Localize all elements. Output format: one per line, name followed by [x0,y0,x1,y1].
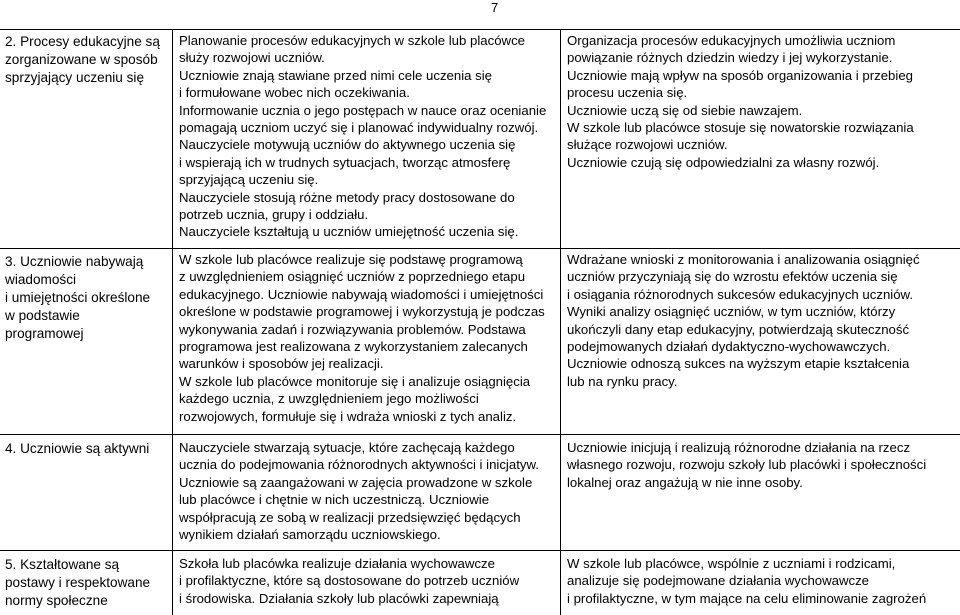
row-4-text-line: lub placówce i chętnie w nich uczestniczą. Uczniowie [179,492,490,508]
table-rule-top [0,29,960,30]
row-5-text-line: Szkoła lub placówka realizuje działania wychowawcze [179,556,495,571]
row-2-text-line: sprzyjającą uczeniu się. [179,172,319,188]
table-rule-col1 [172,29,173,615]
row-3-text-line: W szkole lub placówce monitoruje się i analizuje osiągnięcia [179,373,531,389]
row-2-right-line: Uczniowie mają wpływ na sposób organizowania i przebieg [567,67,913,83]
row-5-characteristics [179,555,519,607]
row-3-text-line: programowa jest realizowana z wykorzystaniem zalecanych [179,339,528,355]
row-3-text-line: edukacyjnego. Uczniowie nabywają wiadomości i umiejętności [179,286,544,302]
row-2-text-line: Nauczyciele motywują uczniów do aktywnego uczenia się [179,137,516,153]
page-number: 7 [491,0,499,15]
row-2-right-line: procesu uczenia się. [567,85,688,101]
row-4-text-line: współpracują ze sobą w realizacji przedsięwzięć będących [179,509,521,525]
row-3-text-line: określone w podstawie programowej i wykorzystują je podczas [179,304,545,320]
row-2-text-line: pomagają uczniom uczyć się i planować indywidualny rozwój. [179,120,539,136]
row-3-right-line: Uczniowie odnoszą sukces na wyższym etapie kształcenia [567,356,910,372]
row-5-heading-line: postawy i respektowane [5,575,151,590]
row-3-text-line: warunków i sposobów jej realizacji. [179,356,384,372]
row-2-text-line: Informowanie ucznia o jego postępach w nauce oraz ocenianie [179,102,547,118]
row-5-heading-line: 5. Kształtowane są [5,557,120,572]
row-2-text-line: Uczniowie znają stawiane przed nimi cele uczenia się [179,67,492,83]
row-3-right-line: Wyniki analizy osiągnięć uczniów, w tym uczniów, którzy [567,304,896,320]
row-3-text-line: W szkole lub placówce realizuje się podstawę programową [179,252,523,267]
row-3-text-line: wykonywania zadań i rozwiązywania problemów. Podstawa [179,321,526,337]
row-2-text-line: potrzeb ucznia, grupy i oddziału. [179,207,369,223]
row-2-text-line: Planowanie procesów edukacyjnych w szkole lub placówce [179,33,525,48]
row-3-right-line: i osiągania różnorodnych sukcesów edukacyjnych uczniów. [567,286,913,302]
row-4-text-line: wynikiem działań samorządu uczniowskiego. [179,527,441,543]
row-3-advanced-requirements [567,251,920,390]
row-4-advanced-requirements [567,439,926,491]
table-rule-row2 [0,248,960,249]
table-rule-row3 [0,434,960,435]
row-4-right-line: własnego rozwoju, rozwoju szkoły lub placówki i społeczności [567,457,927,473]
row-2-advanced-requirements [567,32,914,171]
row-3-heading-line: w podstawie [5,308,80,323]
row-2-right-line: służące rozwojowi uczniów. [567,137,728,153]
row-3-heading-line: 3. Uczniowie nabywają [5,254,144,269]
row-5-advanced-requirements [567,555,926,607]
row-2-text-line: Nauczyciele kształtują u uczniów umiejętność uczenia się. [179,224,519,240]
row-2-text-line: Nauczyciele stosują różne metody pracy dostosowane do [179,189,515,205]
table-rule-col2 [560,29,561,615]
row-2-right-line: Uczniowie czują się odpowiedzialni za własny rozwój. [567,154,880,170]
row-5-right-line: i profilaktyczne, w tym mające na celu eliminowanie zagrożeń [567,590,927,606]
row-4-right-line: Uczniowie inicjują i realizują różnorodne działania na rzecz [567,440,911,455]
row-3-right-line: ukończyli dany etap edukacyjny, potwierdzają skuteczność [567,321,910,337]
row-3-right-line: uczniów przyczyniają się do wzrostu efektów uczenia się [567,269,898,285]
row-3-heading [5,253,150,343]
row-2-characteristics [179,32,546,241]
row-5-text-line: i środowiska. Działania szkoły lub placówki zapewniają [179,590,499,606]
row-4-heading-line: 4. Uczniowie są aktywni [5,441,150,456]
row-3-right-line: podejmowanych działań dydaktyczno-wychowawczych. [567,339,891,355]
row-3-text-line: z uwzględnieniem osiągnięć uczniów z poprzedniego etapu [179,269,526,285]
row-3-heading-line: wiadomości [5,272,77,287]
row-3-characteristics [179,251,545,425]
table-rule-row4 [0,550,960,551]
row-4-text-line: ucznia do podejmowania różnorodnych aktywności i inicjatyw. [179,457,539,473]
row-2-heading-line: sprzyjający uczeniu się [5,70,145,85]
row-4-heading [5,440,149,458]
row-5-right-line: analizuje się podejmowane działania wychowawcze [567,573,870,589]
row-5-heading-line: normy społeczne [5,593,108,608]
row-2-right-line: powiązanie różnych dziedzin wiedzy i jej wykorzystanie. [567,50,893,66]
row-2-right-line: Organizacja procesów edukacyjnych umożliwia uczniom [567,33,896,48]
row-3-right-line: Wdrażane wnioski z monitorowania i analizowania osiągnięć [567,252,920,267]
row-2-text-line: służy rozwojowi uczniów. [179,50,325,66]
row-3-text-line: każdego ucznia, z uwzględnieniem jego możliwości [179,391,479,407]
row-4-text-line: Uczniowie są zaangażowani w zajęcia prowadzone w szkole [179,474,533,490]
row-3-heading-line: i umiejętności określone [5,290,151,305]
row-2-right-line: W szkole lub placówce stosuje się nowatorskie rozwiązania [567,120,914,136]
row-3-heading-line: programowej [5,326,84,341]
row-5-text-line: i profilaktyczne, które są dostosowane do potrzeb uczniów [179,573,520,589]
row-2-heading-line: 2. Procesy edukacyjne są [5,34,160,49]
row-4-right-line: lokalnej oraz angażują w nie inne osoby. [567,474,803,490]
row-3-right-line: lub na rynku pracy. [567,373,678,389]
row-2-heading-line: zorganizowane w sposób [5,52,158,67]
row-5-heading [5,556,150,610]
row-2-heading [5,33,160,87]
row-4-text-line: Nauczyciele stwarzają sytuacje, które zachęcają każdego [179,440,515,455]
row-3-text-line: rozwojowych, formułuje się i wdraża wnioski z tych analiz. [179,408,517,424]
row-2-right-line: Uczniowie uczą się od siebie nawzajem. [567,102,803,118]
row-2-text-line: i formułowane wobec nich oczekiwania. [179,85,410,101]
row-5-right-line: W szkole lub placówce, wspólnie z uczniami i rodzicami, [567,556,896,571]
row-2-text-line: i wspierają ich w trudnych sytuacjach, tworząc atmosferę [179,154,511,170]
row-4-characteristics [179,439,539,543]
